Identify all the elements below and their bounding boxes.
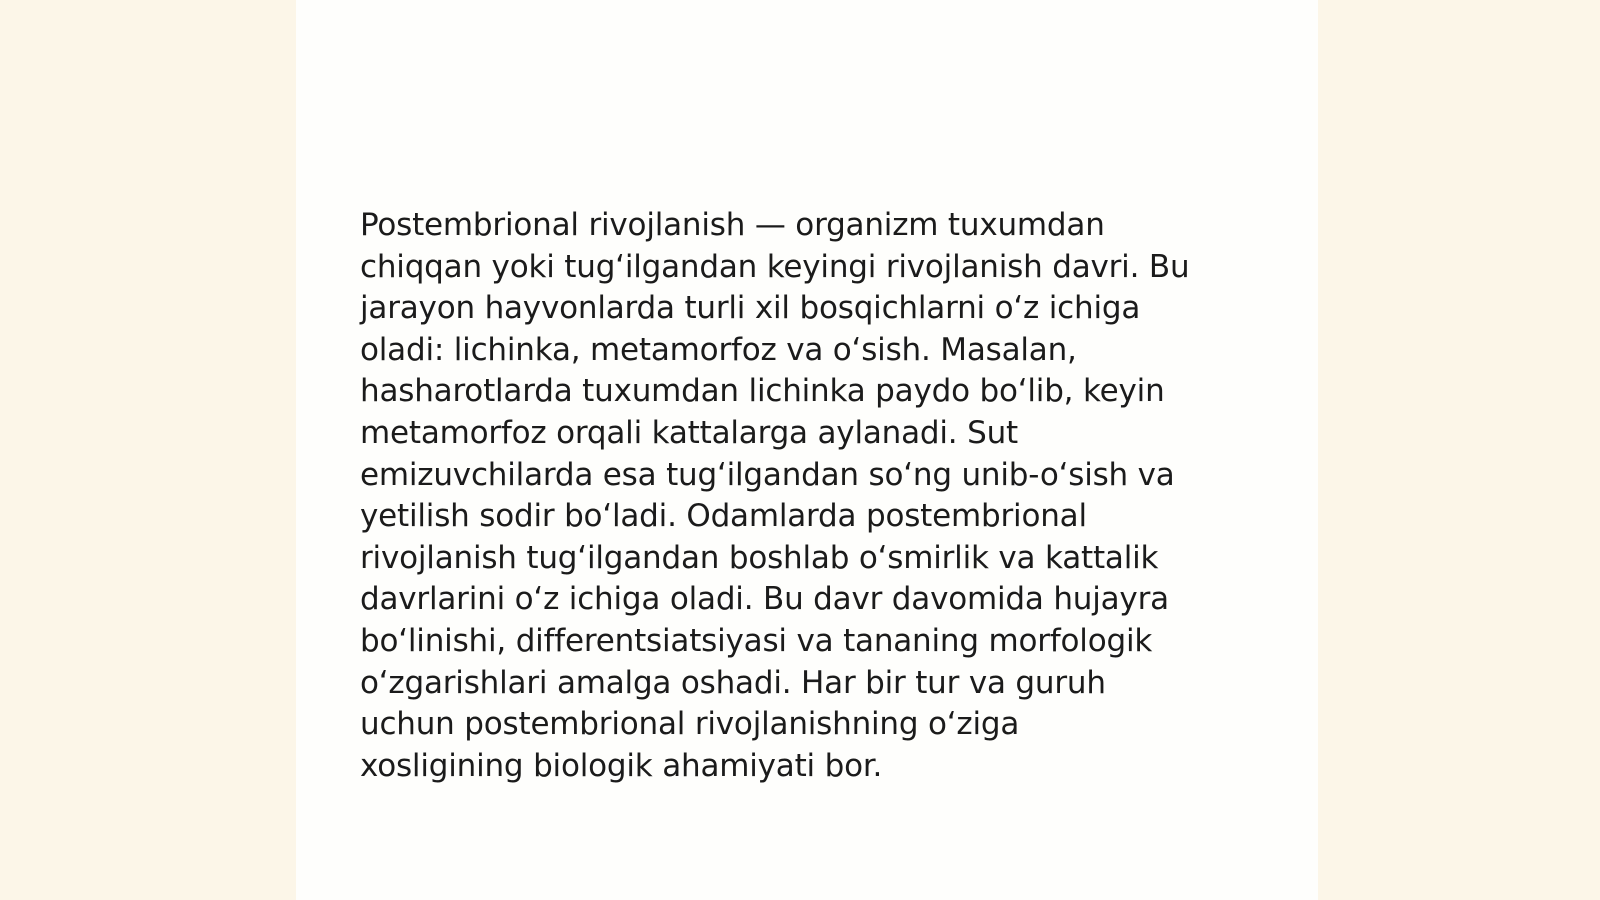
- text-line: chiqqan yoki tugʻilgandan keyingi rivojlanish davri. Bu: [360, 248, 1190, 285]
- body-paragraph: [360, 205, 1260, 787]
- text-line: hasharotlarda tuxumdan lichinka paydo boʻlib, keyin: [360, 373, 1165, 410]
- text-line: emizuvchilarda esa tugʻilgandan soʻng unib-oʻsish va: [360, 456, 1175, 493]
- text-line: oladi: lichinka, metamorfoz va oʻsish. Masalan,: [360, 331, 1077, 368]
- text-line: uchun postembrional rivojlanishning oʻziga: [360, 706, 1020, 743]
- text-line: oʻzgarishlari amalga oshadi. Har bir tur va guruh: [360, 664, 1106, 701]
- text-line: davrlarini oʻz ichiga oladi. Bu davr davomida hujayra: [360, 581, 1169, 618]
- text-line: Postembrional rivojlanish — organizm tuxumdan: [360, 207, 1105, 243]
- text-line: jarayon hayvonlarda turli xil bosqichlarni oʻz ichiga: [360, 290, 1141, 327]
- text-line: boʻlinishi, differentsiatsiyasi va tananing morfologik: [360, 622, 1153, 659]
- text-line: yetilish sodir boʻladi. Odamlarda postembrional: [360, 498, 1087, 535]
- text-line: metamorfoz orqali kattalarga aylanadi. Sut: [360, 414, 1018, 451]
- text-line: rivojlanish tugʻilgandan boshlab oʻsmirlik va kattalik: [360, 539, 1159, 576]
- text-line: xosligining biologik ahamiyati bor.: [360, 747, 883, 784]
- document-page: [296, 0, 1318, 900]
